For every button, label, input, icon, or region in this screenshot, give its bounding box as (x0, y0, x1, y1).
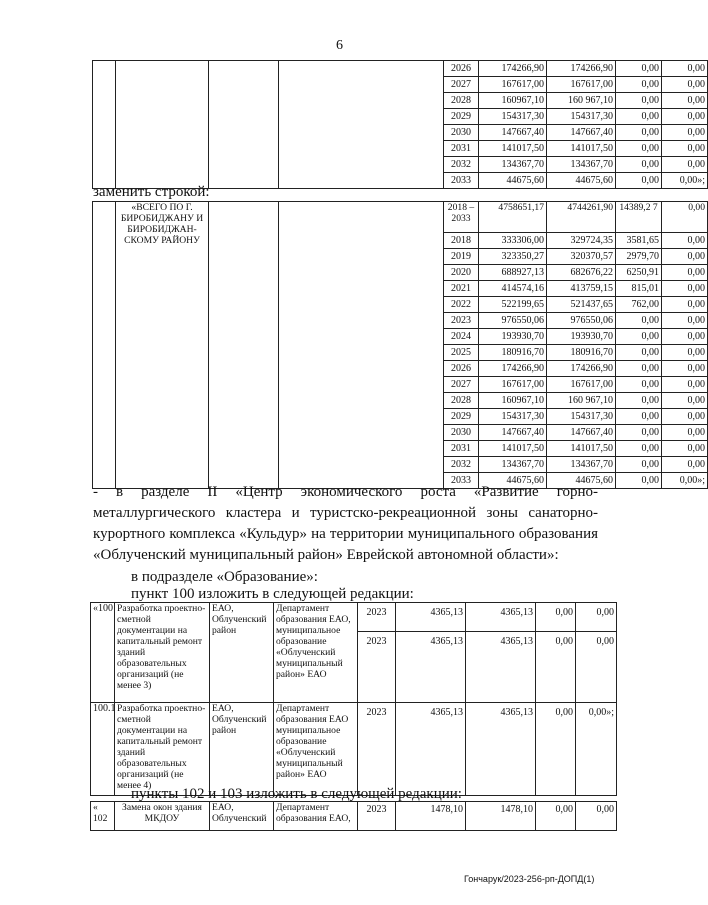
page-number: 6 (336, 38, 343, 53)
value-cell: 180916,70 (547, 345, 616, 361)
year-cell: 2025 (444, 345, 479, 361)
total-value: 4744261,90 (547, 202, 616, 233)
value-cell: 160967,10 (479, 393, 547, 409)
value-cell: 0,00 (616, 61, 662, 77)
subsection-line: в подразделе «Образование»: (131, 569, 318, 585)
year-cell: 2023 (444, 313, 479, 329)
value-cell: 134367,70 (547, 457, 616, 473)
col-location-cell (209, 61, 279, 189)
year-cell: 2028 (444, 393, 479, 409)
value-cell: 329724,35 (547, 233, 616, 249)
value-cell: 0,00 (616, 393, 662, 409)
value-cell: 0,00 (616, 77, 662, 93)
point-100-line: пункт 100 изложить в следующей редакции: (131, 586, 414, 602)
value-cell: 154317,30 (479, 409, 547, 425)
value-cell: 3581,65 (616, 233, 662, 249)
value-cell: 0,00 (662, 457, 708, 473)
value-cell: 0,00 (616, 409, 662, 425)
value-cell: 147667,40 (479, 125, 547, 141)
value-cell: 0,00 (616, 157, 662, 173)
year-cell: 2030 (444, 425, 479, 441)
value-cell: 134367,70 (479, 157, 547, 173)
value-cell: 147667,40 (547, 125, 616, 141)
value-cell: 333306,00 (479, 233, 547, 249)
table-row (93, 61, 708, 77)
measure-name: Замена окон здания МКДОУ (115, 802, 210, 831)
value-cell: 0,00 (616, 441, 662, 457)
value-cell: 0,00 (662, 377, 708, 393)
value-cell: 0,00 (536, 802, 576, 831)
measure-name: Разработка проектно-сметной документации на капитальный ремонт зданий образовательных организаций (не менее 4) (115, 703, 210, 796)
value-cell: 0,00 (576, 603, 617, 632)
value-cell: 44675,60 (547, 173, 616, 189)
year-cell: 2031 (444, 441, 479, 457)
value-cell: 0,00 (616, 473, 662, 489)
value-cell: 134367,70 (547, 157, 616, 173)
value-cell: 0,00 (616, 173, 662, 189)
total-value: 0,00 (662, 202, 708, 233)
section-paragraph: - в разделе II «Центр экономического роста «Развитие горно-металлургического кластера и туристско-рекреационной зоны санаторно-курортного комплекса «Кульдур» на территории муниципального образования «Облученский муниципальный район» Еврейской автономной области»: (93, 484, 598, 563)
value-cell: 167617,00 (547, 377, 616, 393)
year-cell: 2024 (444, 329, 479, 345)
table-row (91, 603, 617, 632)
value-cell: 167617,00 (547, 77, 616, 93)
col-executor-cell (279, 61, 444, 189)
value-cell: 0,00 (662, 61, 708, 77)
replace-line-text: заменить строкой: (93, 184, 210, 200)
year-cell: 2023 (358, 802, 396, 831)
value-cell: 0,00 (576, 802, 617, 831)
measure-name: Разработка проектно-сметной документации на капитальный ремонт зданий образовательных организаций (не менее 3) (115, 603, 210, 703)
location: ЕАО, Облученский район (210, 703, 274, 796)
value-cell: 762,00 (616, 297, 662, 313)
year-cell: 2021 (444, 281, 479, 297)
year-cell: 2019 (444, 249, 479, 265)
year-cell: 2028 (444, 93, 479, 109)
year-cell: 2023 (358, 632, 396, 703)
year-cell: 2033 (444, 173, 479, 189)
value-cell: 2979,70 (616, 249, 662, 265)
value-cell: 1478,10 (396, 802, 466, 831)
value-cell: 180916,70 (479, 345, 547, 361)
total-year: 2018 – 2033 (444, 202, 479, 233)
value-cell: 0,00 (662, 249, 708, 265)
col-executor-cell (279, 202, 444, 489)
value-cell: 141017,50 (547, 441, 616, 457)
value-cell: 147667,40 (479, 425, 547, 441)
year-cell: 2027 (444, 377, 479, 393)
col-number-cell (93, 202, 116, 489)
value-cell: 976550,06 (479, 313, 547, 329)
value-cell: 44675,60 (479, 173, 547, 189)
year-cell: 2023 (358, 603, 396, 632)
value-cell: 4365,13 (466, 603, 536, 632)
value-cell: 688927,13 (479, 265, 547, 281)
value-cell: 160 967,10 (547, 393, 616, 409)
value-cell: 193930,70 (547, 329, 616, 345)
value-cell: 4365,13 (466, 703, 536, 796)
value-cell: 134367,70 (479, 457, 547, 473)
year-cell: 2029 (444, 109, 479, 125)
year-cell: 2026 (444, 61, 479, 77)
row-number: «100 (91, 603, 115, 703)
value-cell: 0,00 (662, 329, 708, 345)
value-cell: 147667,40 (547, 425, 616, 441)
value-cell: 0,00 (616, 425, 662, 441)
value-cell: 0,00»; (662, 173, 708, 189)
value-cell: 0,00 (576, 632, 617, 703)
value-cell: 193930,70 (479, 329, 547, 345)
value-cell: 682676,22 (547, 265, 616, 281)
table-row (91, 703, 617, 796)
year-cell: 2022 (444, 297, 479, 313)
total-value: 4758651,17 (479, 202, 547, 233)
value-cell: 0,00 (616, 93, 662, 109)
executor: Департамент образования ЕАО муниципальное образование «Облученский муниципальный район» ЕАО (274, 703, 358, 796)
value-cell: 320370,57 (547, 249, 616, 265)
value-cell: 0,00 (662, 109, 708, 125)
value-cell: 0,00 (662, 157, 708, 173)
value-cell: 1478,10 (466, 802, 536, 831)
col-number-cell (93, 61, 116, 189)
value-cell: 141017,50 (547, 141, 616, 157)
value-cell: 174266,90 (547, 61, 616, 77)
year-cell: 2026 (444, 361, 479, 377)
value-cell: 141017,50 (479, 441, 547, 457)
value-cell: 0,00 (536, 632, 576, 703)
value-cell: 0,00 (662, 125, 708, 141)
value-cell: 0,00 (616, 141, 662, 157)
value-cell: 167617,00 (479, 77, 547, 93)
value-cell: 154317,30 (479, 109, 547, 125)
value-cell: 0,00 (662, 393, 708, 409)
value-cell: 0,00 (662, 77, 708, 93)
value-cell: 0,00 (662, 425, 708, 441)
year-cell: 2032 (444, 457, 479, 473)
value-cell: 4365,13 (396, 632, 466, 703)
value-cell: 0,00 (662, 345, 708, 361)
value-cell: 174266,90 (479, 61, 547, 77)
value-cell: 4365,13 (396, 603, 466, 632)
value-cell: 0,00 (616, 329, 662, 345)
row-number: 100.1 (91, 703, 115, 796)
year-cell: 2032 (444, 157, 479, 173)
value-cell: 0,00»; (662, 473, 708, 489)
value-cell: 154317,30 (547, 109, 616, 125)
year-cell: 2027 (444, 77, 479, 93)
col-location-cell (209, 202, 279, 489)
point-100-table (90, 602, 617, 796)
total-value: 14389,2 7 (616, 202, 662, 233)
value-cell: 0,00 (616, 361, 662, 377)
value-cell: 0,00 (536, 603, 576, 632)
total-label: «ВСЕГО ПО Г. БИРОБИДЖАНУ И БИРОБИДЖАН-СКОМУ РАЙОНУ (116, 202, 209, 489)
value-cell: 6250,91 (616, 265, 662, 281)
value-cell: 0,00 (662, 313, 708, 329)
value-cell: 0,00 (616, 109, 662, 125)
point-102-table (90, 801, 617, 831)
value-cell: 815,01 (616, 281, 662, 297)
location: ЕАО, Облученский (210, 802, 274, 831)
value-cell: 0,00 (662, 233, 708, 249)
value-cell: 4365,13 (466, 632, 536, 703)
value-cell: 44675,60 (479, 473, 547, 489)
value-cell: 160 967,10 (547, 93, 616, 109)
value-cell: 521437,65 (547, 297, 616, 313)
value-cell: 976550,06 (547, 313, 616, 329)
value-cell: 0,00 (616, 125, 662, 141)
year-cell: 2030 (444, 125, 479, 141)
location: ЕАО, Облученский район (210, 603, 274, 703)
value-cell: 141017,50 (479, 141, 547, 157)
value-cell: 0,00 (662, 93, 708, 109)
value-cell: 160967,10 (479, 93, 547, 109)
points-102-103-line: пункты 102 и 103 изложить в следующей редакции: (131, 786, 462, 802)
value-cell: 522199,65 (479, 297, 547, 313)
year-cell: 2020 (444, 265, 479, 281)
value-cell: 0,00 (616, 457, 662, 473)
value-cell: 174266,90 (479, 361, 547, 377)
value-cell: 0,00 (662, 297, 708, 313)
row-number: « 102 (91, 802, 115, 831)
year-cell: 2018 (444, 233, 479, 249)
executor: Департамент образования ЕАО, муниципальное образование «Облученский муниципальный район» ЕАО (274, 603, 358, 703)
value-cell: 0,00»; (576, 703, 617, 796)
value-cell: 0,00 (662, 141, 708, 157)
value-cell: 154317,30 (547, 409, 616, 425)
executor: Департамент образования ЕАО, (274, 802, 358, 831)
value-cell: 167617,00 (479, 377, 547, 393)
value-cell: 0,00 (616, 313, 662, 329)
value-cell: 0,00 (536, 703, 576, 796)
value-cell: 0,00 (616, 377, 662, 393)
continuation-table (92, 60, 708, 189)
col-name-cell (116, 61, 209, 189)
year-cell: 2031 (444, 141, 479, 157)
value-cell: 414574,16 (479, 281, 547, 297)
document-code: Гончарук/2023-256-рп-ДОПД(1) (464, 874, 595, 884)
value-cell: 323350,27 (479, 249, 547, 265)
year-cell: 2029 (444, 409, 479, 425)
year-cell: 2033 (444, 473, 479, 489)
table-row (91, 802, 617, 831)
value-cell: 413759,15 (547, 281, 616, 297)
value-cell: 0,00 (662, 409, 708, 425)
value-cell: 174266,90 (547, 361, 616, 377)
value-cell: 4365,13 (396, 703, 466, 796)
replacement-table (92, 201, 708, 489)
table-row-total (93, 202, 708, 233)
value-cell: 0,00 (662, 441, 708, 457)
year-cell: 2023 (358, 703, 396, 796)
value-cell: 0,00 (616, 345, 662, 361)
value-cell: 44675,60 (547, 473, 616, 489)
value-cell: 0,00 (662, 265, 708, 281)
value-cell: 0,00 (662, 281, 708, 297)
value-cell: 0,00 (662, 361, 708, 377)
